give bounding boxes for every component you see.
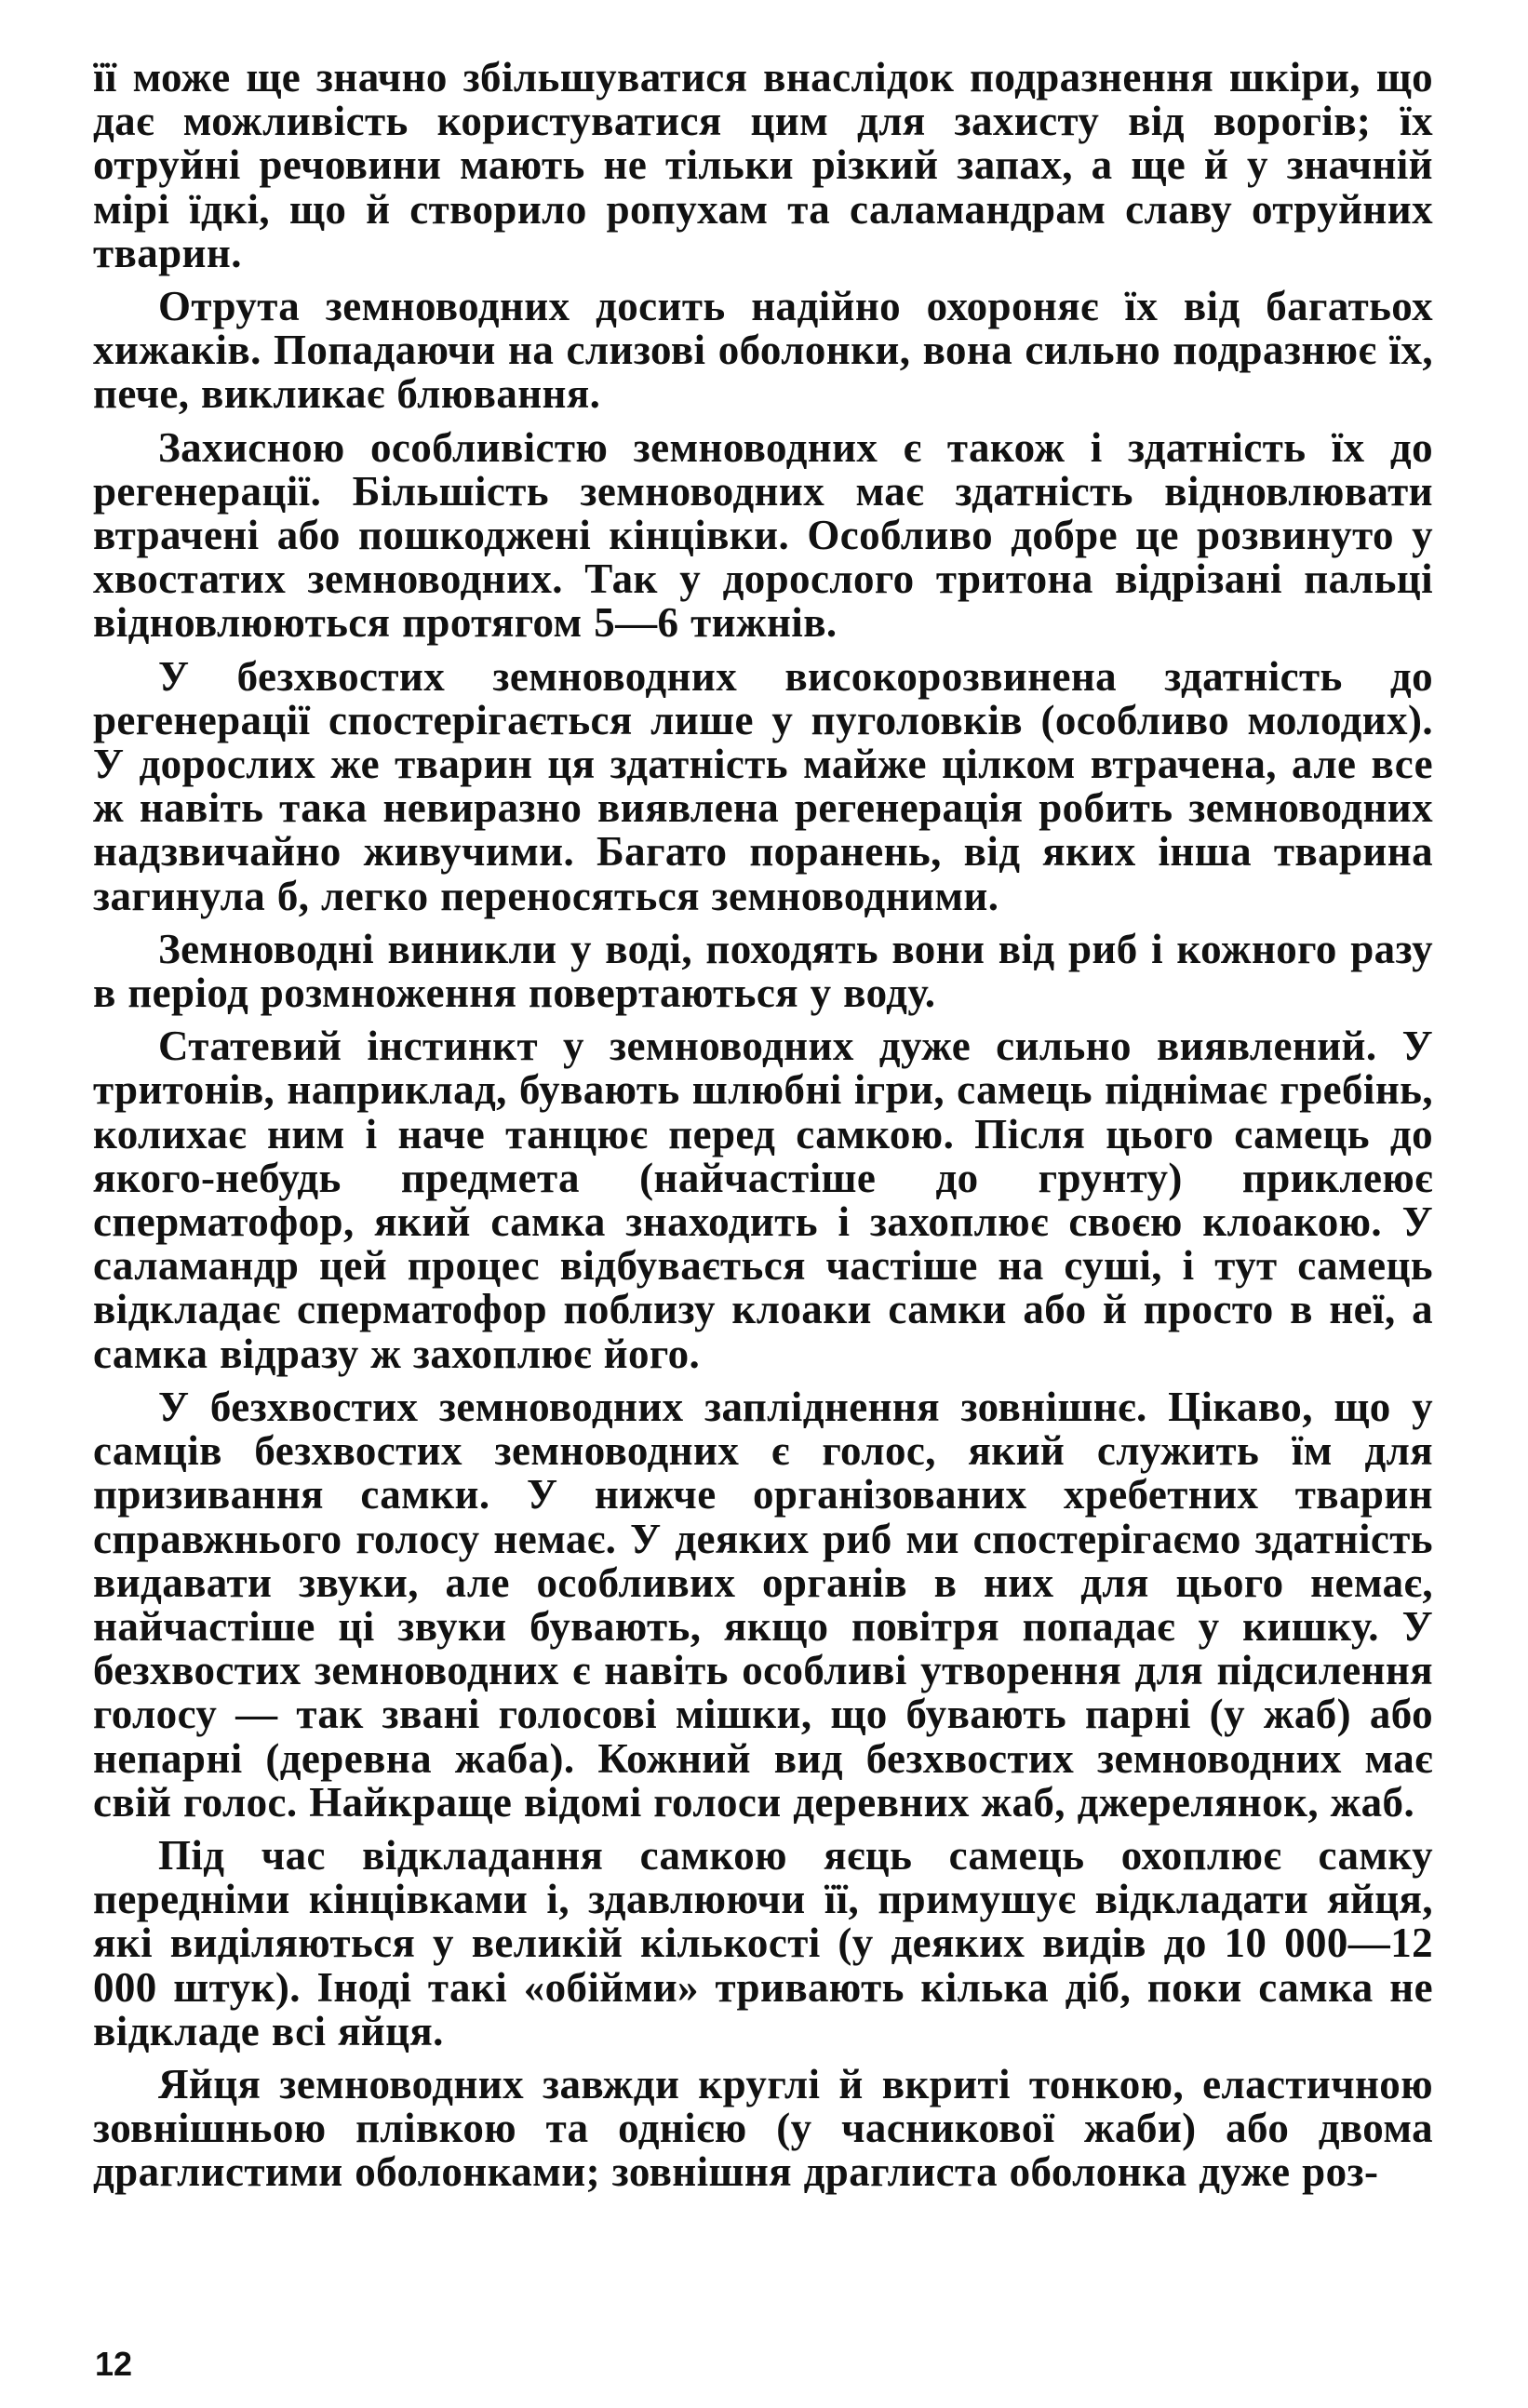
paragraph: У безхвостих земноводних високорозвинена здатність до регенерації спостерігається лише у пуголовків (особливо молодих). У дорослих же тварин ця здатність майже цілком втрачена, але все ж навіть така невиразно виявлена регенерація робить земноводних надзвичайно живучими. Багато поранень, від яких інша тварина загинула б, легко переносяться земноводними. — [93, 652, 1433, 919]
paragraph: Отрута земноводних досить надійно охороняє їх від багатьох хижаків. Попадаючи на слизові оболонки, вона сильно подразнює їх, пече, викликає блювання. — [93, 283, 1433, 418]
paragraph: її може ще значно збільшуватися внаслідок подразнення шкіри, що дає можливість користуватися цим для захисту від ворогів; їх отруйні речовини мають не тільки різкий запах, а ще й у значній мірі їдкі, що й створило ропухам та саламандрам славу отруйних тварин. — [93, 54, 1433, 276]
paragraph: Статевий інстинкт у земноводних дуже сильно виявлений. У тритонів, наприклад, бувають шлюбні ігри, самець піднімає гребінь, колихає ним і наче танцює перед самкою. Після цього самець до якого-небудь предмета (найчастіше до грунту) приклеює сперматофор, який самка знаходить і захоплює своєю клоакою. У саламандр цей процес відбувається частіше на суші, і тут самець відкладає сперматофор поблизу клоаки самки або й просто в неї, а самка відразу ж захоплює його. — [93, 1023, 1433, 1377]
paragraph: Під час відкладання самкою яєць самець охоплює самку передніми кінцівками і, здавлюючи її, примушує відкладати яйця, які виділяються у великій кількості (у деяких видів до 10 000—12 000 штук). Іноді такі «обійми» тривають кілька діб, поки самка не відкладе всі яйця. — [93, 1831, 1433, 2054]
page-number: 12 — [95, 2345, 133, 2383]
paragraph: У безхвостих земноводних запліднення зовнішнє. Цікаво, що у самців безхвостих земноводних є голос, який служить їм для призивання самки. У нижче організованих хребетних тварин справжнього голосу немає. У деяких риб ми спостерігаємо здатність видавати звуки, але особливих органів в них для цього немає, найчастіше ці звуки бувають, якщо повітря попадає у кишку. У безхвостих земноводних є навіть особливі утворення для підсилення голосу — так звані голосові мішки, що бувають парні (у жаб) або непарні (деревна жаба). Кожний вид безхвостих земноводних має свій голос. Найкраще відомі голоси деревних жаб, джерелянок, жаб. — [93, 1383, 1433, 1826]
text-column — [93, 56, 1433, 2195]
paragraph: Яйця земноводних завжди круглі й вкриті тонкою, еластичною зовнішньою плівкою та однією (у часникової жаби) або двома драглистими оболонками; зовнішня драглиста оболонка дуже роз- — [93, 2060, 1433, 2196]
paragraph: Захисною особливістю земноводних є також і здатність їх до регенерації. Більшість земноводних має здатність відновлювати втрачені або пошкоджені кінцівки. Особливо добре це розвинуто у хвостатих земноводних. Так у дорослого тритона відрізані пальці відновлюються протягом 5—6 тижнів. — [93, 423, 1433, 647]
book-page — [93, 56, 1433, 2382]
paragraph: Земноводні виникли у воді, походять вони від риб і кожного разу в період розмноження повертаються у воду. — [93, 925, 1433, 1017]
